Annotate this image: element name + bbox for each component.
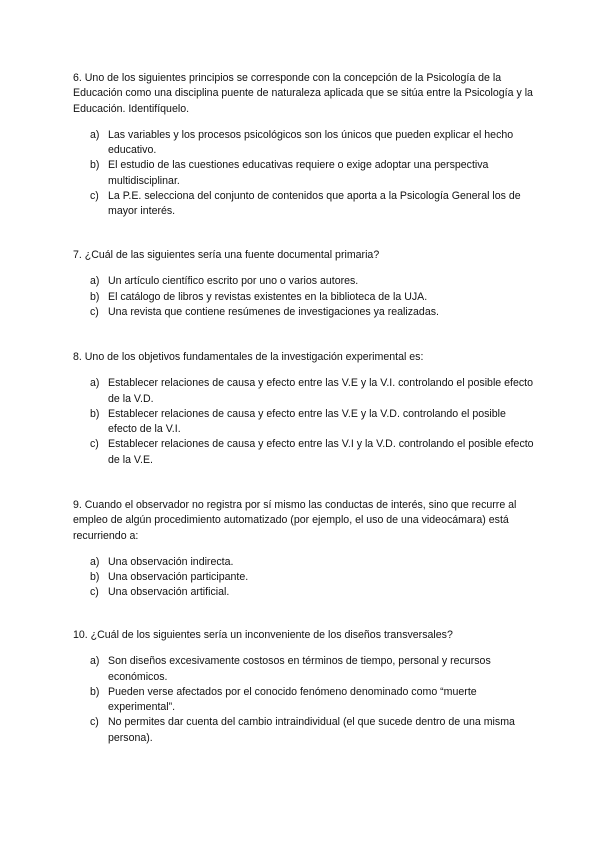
option-label: b) <box>90 159 100 172</box>
option-text: Son diseños excesivamente costosos en términos de tiempo, personal y recursos económicos. <box>108 655 491 683</box>
option-text: Establecer relaciones de causa y efecto entre las V.E y la V.D. controlando el posible efecto de la V.I. <box>108 407 506 436</box>
option-label: c) <box>90 586 99 599</box>
option-c <box>73 305 535 320</box>
option-c <box>73 437 535 468</box>
question-stem: 10. ¿Cuál de los siguientes sería un inconveniente de los diseños transversales? <box>73 629 453 641</box>
option-text: Una observación artificial. <box>108 586 230 599</box>
question-7 <box>73 248 535 320</box>
question-stem: 7. ¿Cuál de las siguientes sería una fuente documental primaria? <box>73 249 380 261</box>
option-label: a) <box>90 128 100 141</box>
option-label: a) <box>90 555 100 568</box>
option-b <box>73 290 535 305</box>
option-c <box>73 715 535 746</box>
option-a <box>73 128 535 159</box>
question-6 <box>73 71 535 220</box>
option-a <box>73 274 535 289</box>
question-stem: 6. Uno de los siguientes principios se corresponde con la concepción de la Psicología de la Educación como una disciplina puente de naturaleza aplicada que se sitúa entre la Psicología y la Educación. Identifíquelo. <box>73 72 533 115</box>
option-text: Una observación participante. <box>108 571 249 584</box>
option-label: b) <box>90 571 100 584</box>
option-text: El catálogo de libros y revistas existentes en la biblioteca de la UJA. <box>108 290 428 303</box>
option-label: b) <box>90 407 100 420</box>
option-label: a) <box>90 275 100 288</box>
question-stem: 8. Uno de los objetivos fundamentales de la investigación experimental es: <box>73 351 424 363</box>
option-label: b) <box>90 685 100 698</box>
option-a <box>73 654 535 685</box>
option-label: b) <box>90 290 100 303</box>
question-10 <box>73 628 535 746</box>
option-label: c) <box>90 190 99 203</box>
option-b <box>73 685 535 716</box>
option-a <box>73 376 535 407</box>
option-text: Establecer relaciones de causa y efecto entre las V.I y la V.D. controlando el posible efecto de la V.E. <box>108 438 534 466</box>
option-text: No permites dar cuenta del cambio intraindividual (el que sucede dentro de una misma persona). <box>108 716 515 744</box>
option-label: c) <box>90 305 99 318</box>
option-label: c) <box>90 438 99 451</box>
option-text: Las variables y los procesos psicológicos son los únicos que pueden explicar el hecho educativo. <box>108 128 514 157</box>
option-c <box>73 189 535 220</box>
question-8 <box>73 350 535 468</box>
option-text: Una revista que contiene resúmenes de investigaciones ya realizadas. <box>108 305 439 318</box>
question-9 <box>73 498 535 601</box>
option-b <box>73 407 535 438</box>
option-b <box>73 158 535 189</box>
option-label: a) <box>90 377 100 390</box>
option-text: Un artículo científico escrito por uno o varios autores. <box>108 275 359 288</box>
question-stem: 9. Cuando el observador no registra por sí mismo las conductas de interés, sino que recurre al empleo de algún procedimiento automatizado (por ejemplo, el uso de una videocámara) está recurriendo a: <box>73 499 517 542</box>
option-b <box>73 570 535 585</box>
option-text: La P.E. selecciona del conjunto de contenidos que aporta a la Psicología General los de mayor interés. <box>108 190 521 218</box>
option-label: c) <box>90 716 99 729</box>
option-text: El estudio de las cuestiones educativas requiere o exige adoptar una perspectiva multidisciplinar. <box>108 159 489 187</box>
option-text: Pueden verse afectados por el conocido fenómeno denominado como “muerte experimental”. <box>108 685 477 714</box>
option-text: Establecer relaciones de causa y efecto entre las V.E y la V.I. controlando el posible efecto de la V.D. <box>108 377 533 405</box>
option-a <box>73 555 535 570</box>
option-c <box>73 585 535 600</box>
option-text: Una observación indirecta. <box>108 555 234 568</box>
option-label: a) <box>90 655 100 668</box>
